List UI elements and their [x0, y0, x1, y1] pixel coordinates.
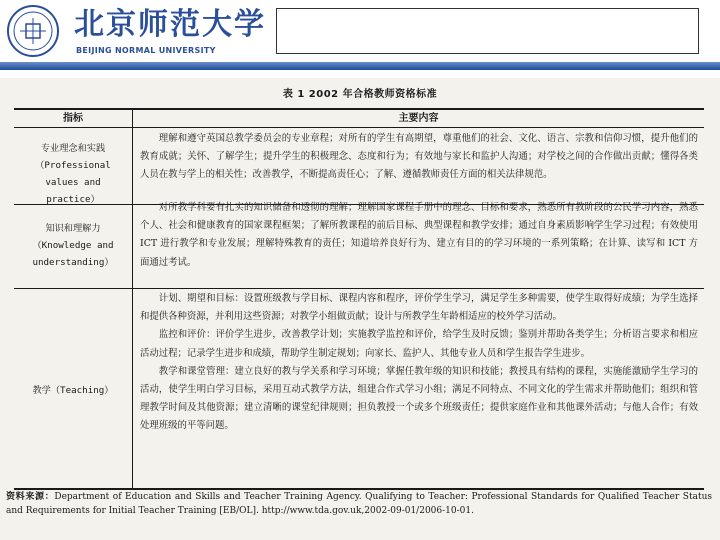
row-paragraph: 教学和课堂管理：建立良好的教与学关系和学习环境；掌握任教年级的知识和技能；教授具有结构的课程，实施能激励学生学习的活动，使学生明白学习目标，采用互动式教学方法，组建合作式学习小组；满足不同特点、不同文化的学生需求并帮助他们；组织和管理教学时间及其他资源；建立清晰的课堂纪律规则；担负教授一个或多个班级责任；提供家庭作业和其他课外活动；与他人合作；有效处理班级的平等问题。 [140, 365, 698, 432]
standards-table [14, 108, 704, 490]
table-title: 表 1 2002 年合格教师资格标准 [282, 89, 438, 100]
source-citation [6, 490, 712, 518]
header-rule [14, 127, 704, 128]
source-text: Department of Education and Skills and Teacher Training Agency. Qualifying to Teacher: Professional Standards for Qualified Teacher Status and Requirements for Initial Teacher Training [EB/OL]. http://www.tda.gov.uk,2002-09-01/2006-10-01. [6, 492, 712, 516]
slide-header [0, 0, 720, 62]
row-paragraph: 对所教学科要有扎实的知识储备和透彻的理解；理解国家课程手册中的理念、目标和要求，熟悉所有教阶段的公民学习内容，熟悉个人、社会和健康教育的国家课程框架；了解所教课程的前后目标、典型课程和教学安排；通过自身素质影响学生学习过程；有效使用 ICT 进行教学和专业发展；理解特殊教育的责任；知道培养良好行为、建立有目的的学习环境的一系列策略；在计算、读写和 ICT 方面通过考试。 [140, 202, 698, 268]
university-name-cn: 北京师范大学 [74, 7, 266, 42]
row-content [140, 199, 698, 272]
row-category: 教学（Teaching） [32, 385, 114, 396]
header-indicator: 指标 [63, 113, 83, 124]
row-content [140, 290, 698, 436]
header-content: 主要内容 [398, 113, 439, 124]
row-paragraph: 监控和评价：评价学生进步，改善教学计划；实施教学监控和评价，给学生及时反馈；鉴别并帮助各类学生；分析语言要求和相应活动过程；记录学生进步和成绩，帮助学生制定规划；向家长、监护人、其他专业人员和学生报告学生进步。 [140, 329, 698, 359]
row-content [140, 130, 698, 185]
row-paragraph: 理解和遵守英国总教学委员会的专业章程；对所有的学生有高期望，尊重他们的社会、文化、语言、宗教和信仰习惯，提升他们的教育成就；关怀、了解学生；提升学生的积极理念、态度和行为；有效地与家长和监护人沟通；对学校之间的合作做出贡献；懂得各类人员在教与学上的相关性；改善教学，不断提高责任心；了解、遵循教师责任方面的相关法律规范。 [140, 133, 698, 181]
university-name-en: BEIJING NORMAL UNIVERSITY [76, 46, 216, 55]
source-label: 资料来源： [6, 492, 55, 502]
row-category: 知识和理解力 （Knowledge and understanding） [32, 223, 114, 268]
row-divider [14, 288, 704, 289]
header-divider [0, 62, 720, 70]
row-category: 专业理念和实践 （Professional values and practice） [35, 143, 111, 205]
column-divider [132, 110, 133, 488]
university-seal-icon [6, 4, 60, 58]
title-placeholder-box [276, 8, 699, 54]
row-paragraph: 计划、期望和目标：设置班级教与学目标、课程内容和程序，评价学生学习，满足学生多种需要，使学生取得好成绩；为学生选择和提供各种资源，并利用这些资源；对教学小组做贡献；设计与所教学生年龄相适应的校外学习活动。 [140, 293, 698, 323]
